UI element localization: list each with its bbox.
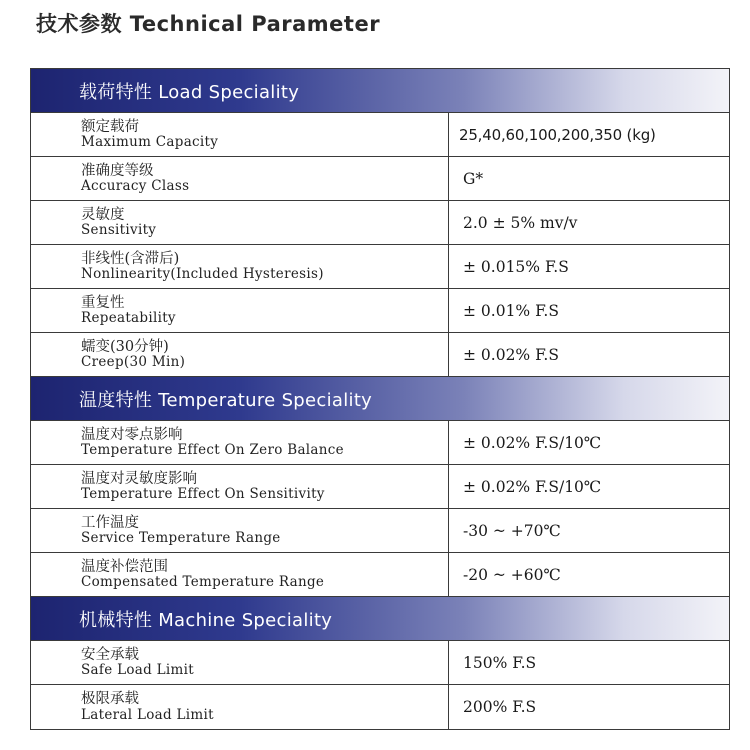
param-label bbox=[31, 201, 449, 244]
param-label-cn: 灵敏度 bbox=[81, 206, 125, 223]
param-label-cn: 工作温度 bbox=[81, 514, 139, 531]
page-title: 技术参数 Technical Parameter bbox=[36, 12, 381, 36]
param-label-cn: 准确度等级 bbox=[81, 162, 154, 179]
param-label-cn: 安全承载 bbox=[81, 646, 139, 663]
table-row bbox=[31, 509, 729, 553]
param-label-en: Repeatability bbox=[81, 310, 176, 327]
spec-table bbox=[30, 68, 730, 730]
param-value: ± 0.015% F.S bbox=[463, 257, 569, 276]
param-value: -30 ~ +70℃ bbox=[463, 521, 561, 540]
param-label-en: Service Temperature Range bbox=[81, 530, 281, 547]
table-row bbox=[31, 245, 729, 289]
param-value: 2.0 ± 5% mv/v bbox=[463, 213, 578, 232]
table-row bbox=[31, 113, 729, 157]
param-label bbox=[31, 157, 449, 200]
param-label bbox=[31, 333, 449, 376]
param-label-cn: 蠕变(30分钟) bbox=[81, 338, 169, 355]
param-label bbox=[31, 685, 449, 729]
param-label bbox=[31, 465, 449, 508]
param-label-cn: 极限承载 bbox=[81, 691, 139, 708]
section-header-temperature: 温度特性 Temperature Speciality bbox=[31, 377, 729, 421]
param-value: ± 0.01% F.S bbox=[463, 301, 559, 320]
param-value: ± 0.02% F.S/10℃ bbox=[463, 477, 602, 496]
param-label-cn: 温度对灵敏度影响 bbox=[81, 470, 197, 487]
table-row bbox=[31, 157, 729, 201]
param-label-cn: 温度对零点影响 bbox=[81, 426, 183, 443]
table-row bbox=[31, 553, 729, 597]
param-label-cn: 非线性(含滞后) bbox=[81, 250, 180, 267]
table-row bbox=[31, 289, 729, 333]
table-row bbox=[31, 201, 729, 245]
param-label bbox=[31, 641, 449, 684]
param-label-en: Maximum Capacity bbox=[81, 134, 219, 151]
param-label-cn: 重复性 bbox=[81, 294, 125, 311]
section-header-machine: 机械特性 Machine Speciality bbox=[31, 597, 729, 641]
table-row bbox=[31, 465, 729, 509]
param-label bbox=[31, 553, 449, 596]
section-header-load: 载荷特性 Load Speciality bbox=[31, 69, 729, 113]
param-label-en: Nonlinearity(Included Hysteresis) bbox=[81, 266, 324, 283]
param-label-en: Creep(30 Min) bbox=[81, 354, 186, 371]
table-row bbox=[31, 333, 729, 377]
param-value: 150% F.S bbox=[463, 653, 537, 672]
param-label-en: Accuracy Class bbox=[81, 178, 190, 195]
param-label-en: Compensated Temperature Range bbox=[81, 574, 325, 591]
param-label bbox=[31, 113, 449, 156]
param-label-cn: 温度补偿范围 bbox=[81, 558, 168, 575]
param-value: G* bbox=[463, 169, 484, 188]
param-label bbox=[31, 289, 449, 332]
param-value: ± 0.02% F.S bbox=[463, 345, 559, 364]
param-label bbox=[31, 421, 449, 464]
param-label-en: Temperature Effect On Sensitivity bbox=[81, 486, 325, 503]
table-row bbox=[31, 685, 729, 729]
param-label-cn: 额定载荷 bbox=[81, 118, 139, 135]
param-value: -20 ~ +60℃ bbox=[463, 565, 561, 584]
param-label-en: Sensitivity bbox=[81, 222, 157, 239]
param-label-en: Safe Load Limit bbox=[81, 662, 194, 679]
table-row bbox=[31, 421, 729, 465]
param-label bbox=[31, 245, 449, 288]
table-row bbox=[31, 641, 729, 685]
param-label bbox=[31, 509, 449, 552]
param-value: 25,40,60,100,200,350 (kg) bbox=[459, 125, 656, 144]
param-label-en: Lateral Load Limit bbox=[81, 706, 214, 723]
param-label-en: Temperature Effect On Zero Balance bbox=[81, 442, 344, 459]
param-value: 200% F.S bbox=[463, 698, 537, 716]
param-value: ± 0.02% F.S/10℃ bbox=[463, 433, 602, 452]
